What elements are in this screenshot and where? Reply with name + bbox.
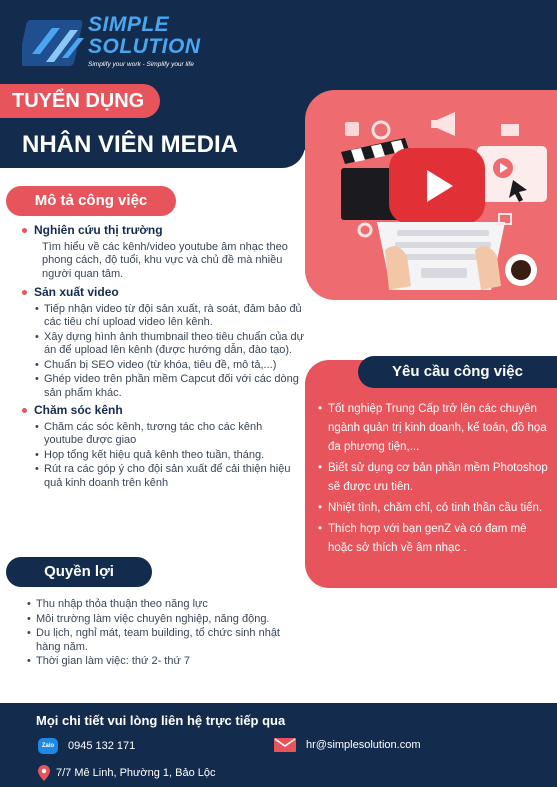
list-item: • Rút ra các góp ý cho đội sản xuất để cải thiện hiệu quả kinh doanh trên kênh — [44, 463, 304, 490]
bullet-dot — [22, 228, 27, 233]
list-item: • Thu nhập thỏa thuận theo năng lực — [36, 598, 304, 612]
list-item: • Họp tổng kết hiệu quả kênh theo tuần, tháng. — [44, 449, 304, 463]
address-contact — [38, 765, 216, 781]
list-item: • Nhiệt tình, chăm chỉ, có tinh thần cầu tiến. — [318, 499, 554, 518]
email-contact[interactable] — [274, 738, 421, 752]
subheading-label: Chăm sóc kênh — [34, 403, 123, 417]
address-text: 7/7 Mê Linh, Phường 1, Bảo Lộc — [56, 767, 216, 779]
list-item: • Chuẩn bị SEO video (từ khóa, tiêu đề, mô tả,...) — [44, 359, 304, 373]
list-item: • Du lịch, nghỉ mát, team building, tổ chức sinh nhật hàng năm. — [36, 627, 304, 654]
job-title: NHÂN VIÊN MEDIA — [0, 122, 305, 168]
description-heading: Mô tả công việc — [6, 186, 176, 216]
media-illustration — [305, 90, 557, 300]
logo-tagline: Simplify your work - Simplify your life — [88, 61, 194, 68]
contact-footer — [0, 703, 557, 787]
hiring-label: TUYỂN DỤNG — [0, 84, 160, 118]
mail-icon — [274, 738, 296, 752]
hero-illustration — [305, 90, 557, 300]
company-logo — [22, 14, 242, 76]
list-item: • Xây dựng hình ảnh thumbnail theo tiêu chuẩn của dự án để upload lên kênh (được hướng dẫn, đào tạo). — [44, 331, 304, 358]
list-item: • Thời gian làm việc: thứ 2- thứ 7 — [36, 655, 304, 669]
logo-name — [88, 14, 201, 58]
megaphone-icon — [431, 112, 455, 136]
requirements-heading: Yêu cầu công việc — [358, 356, 557, 388]
list-item: • Tiếp nhận video từ đội sản xuất, rà soát, đảm bảo đủ các tiêu chí upload video lên kênh. — [44, 303, 304, 330]
bullet-dot — [22, 408, 27, 413]
contact-title: Mọi chi tiết vui lòng liên hệ trực tiếp qua — [36, 713, 286, 728]
clapper-small-icon — [501, 124, 519, 136]
gear-icon — [359, 224, 371, 236]
location-pin-icon — [38, 765, 50, 781]
subheading-channel-care — [22, 404, 304, 418]
logo-mark — [22, 16, 88, 72]
list-item: • Ghép video trên phần mềm Capcut đối với các dòng sản phẩm khác. — [44, 373, 304, 400]
video-production-list — [22, 303, 304, 401]
phone-contact[interactable] — [38, 738, 135, 754]
list-item: • Biết sử dụng cơ bản phần mềm Photoshop sẽ được ưu tiên. — [318, 459, 554, 497]
film-reel-icon — [373, 122, 389, 138]
logo-name-line2: SOLUTION — [88, 35, 201, 58]
channel-care-list — [22, 421, 304, 491]
logo-name-line1: SIMPLE — [88, 13, 170, 36]
list-item: • Môi trường làm việc chuyên nghiệp, năng động. — [36, 613, 304, 627]
subheading-label: Sản xuất video — [34, 285, 119, 299]
list-item: • Thích hợp với bạn genZ và có đam mê hoặc sở thích về âm nhạc . — [318, 520, 554, 558]
subheading-label: Nghiên cứu thị trường — [34, 223, 163, 237]
requirements-list — [318, 400, 554, 560]
phone-number[interactable]: 0945 132 171 — [68, 740, 136, 752]
email-address[interactable]: hr@simplesolution.com — [306, 739, 421, 751]
market-research-text: Tìm hiểu về các kênh/video youtube âm nhạc theo phong cách, độ tuổi, khu vực và chủ đề mà nhiều người quan tâm. — [42, 240, 288, 280]
list-item: • Tốt nghiệp Trung Cấp trở lên các chuyên ngành quản trị kinh doanh, kế toán, đồ họa đa phương tiện,... — [318, 400, 554, 457]
film-strip-icon — [345, 122, 359, 136]
subheading-video-production — [22, 286, 304, 300]
play-button-icon — [389, 148, 485, 224]
list-item: • Chăm các sóc kênh, tương tác cho các kênh youtube được giao — [44, 421, 304, 448]
description-section — [22, 224, 304, 494]
benefits-section — [14, 598, 304, 673]
subheading-market-research — [22, 224, 304, 238]
coffee-cup-icon — [505, 254, 537, 286]
benefits-heading: Quyền lợi — [6, 557, 152, 587]
bullet-dot — [22, 290, 27, 295]
zalo-icon: Zalo — [38, 738, 58, 754]
benefits-list — [14, 598, 304, 669]
